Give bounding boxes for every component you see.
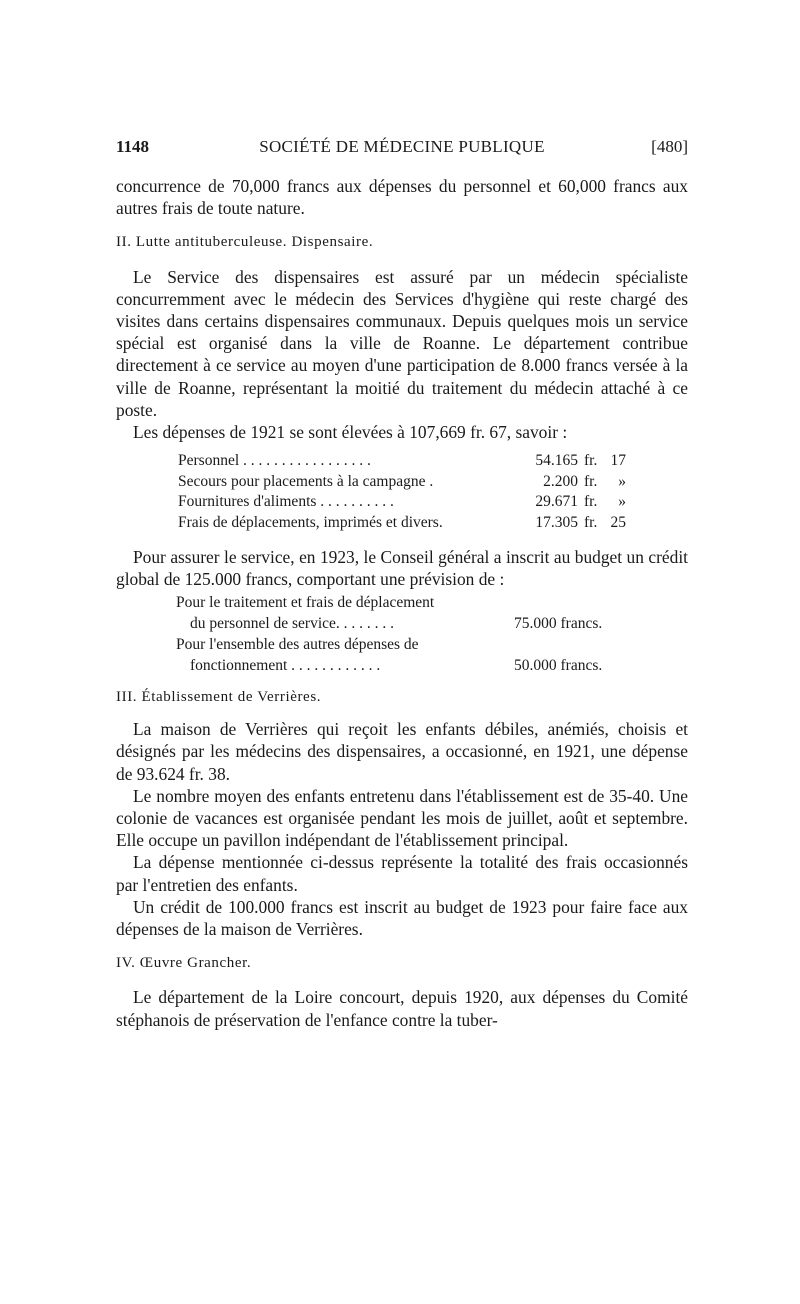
section-heading-oeuvre-grancher: IV. Œuvre Grancher. (116, 955, 252, 972)
grancher-paragraph: Le département de la Loire concourt, depuis 1920, aux dépenses du Comité stéphanois de préservation de l'enfance contre la tuber- (116, 987, 688, 1030)
expense-cents: 17 (610, 452, 626, 470)
expense-row (178, 513, 626, 534)
provision-row (176, 613, 688, 634)
expense-currency: fr. (584, 472, 598, 490)
provision-value: 75.000 francs. (514, 615, 603, 633)
expense-amount: 54.165 (535, 452, 578, 470)
page-reference: [480] (651, 137, 688, 156)
verrieres-paragraph-3: La dépense mentionnée ci-dessus représente la totalité des frais occasionnés par l'entretien des enfants. (116, 852, 688, 895)
verrieres-paragraph-1: La maison de Verrières qui reçoit les enfants débiles, anémiés, choisis et désignés par les médecins des dispensaires, a occasionné, en 1921, une dépense de 93.624 fr. 38. (116, 719, 688, 784)
expense-currency: fr. (584, 493, 598, 511)
page-header (116, 137, 688, 161)
page-number: 1148 (116, 137, 150, 156)
page-body (116, 175, 688, 1031)
expenses-table (178, 451, 626, 533)
provision-label: du personnel de service. . . . . . . . (190, 615, 395, 633)
provision-row (176, 655, 688, 676)
expense-row (178, 492, 626, 513)
expense-cents: » (618, 472, 626, 490)
expense-label: Personnel . . . . . . . . . . . . . . . . . (178, 452, 371, 470)
expense-amount: 2.200 (543, 472, 578, 490)
expense-currency: fr. (584, 514, 598, 532)
depenses-1921-paragraph: Les dépenses de 1921 se sont élevées à 107,669 fr. 67, savoir : (133, 422, 568, 443)
expense-label: Fournitures d'aliments . . . . . . . . . . (178, 493, 394, 511)
verrieres-paragraph-4: Un crédit de 100.000 francs est inscrit au budget de 1923 pour faire face aux dépenses de la maison de Verrières. (116, 896, 688, 940)
section-heading-verrieres: III. Établissement de Verrières. (116, 689, 322, 706)
expense-cents: 25 (610, 514, 626, 532)
expense-label: Secours pour placements à la campagne . (178, 472, 434, 490)
expense-row (178, 472, 626, 493)
section-heading-lutte-antituberculeuse: II. Lutte antituberculeuse. Dispensaire. (116, 234, 374, 251)
provision-label: Pour l'ensemble des autres dépenses de (176, 636, 419, 654)
expense-amount: 29.671 (535, 493, 578, 511)
expense-currency: fr. (584, 452, 598, 470)
provision-label: fonctionnement . . . . . . . . . . . . (190, 657, 381, 675)
expense-row (178, 451, 626, 472)
provisions-list (176, 592, 688, 676)
expense-amount: 17.305 (535, 514, 578, 532)
running-title: SOCIÉTÉ DE MÉDECINE PUBLIQUE (259, 137, 545, 156)
expense-cents: » (618, 493, 626, 511)
intro-paragraph: concurrence de 70,000 francs aux dépenses du personnel et 60,000 francs aux autres frais de toute nature. (116, 176, 688, 219)
dispensaires-paragraph: Le Service des dispensaires est assuré par un médecin spécialiste concurremment avec le médecin des Services d'hygiène qui reste chargé des visites dans certains dispensaires communaux. Depuis quelques mois un service spécial est organisé dans la ville de Roanne. Le département contribue directement à ce service au moyen d'une participation de 8.000 francs versée à la ville de Roanne, représentant la moitié du traitement du médecin attaché à ce poste. (116, 266, 688, 420)
expense-label: Frais de déplacements, imprimés et divers. (178, 514, 443, 532)
provision-value: 50.000 francs. (514, 657, 603, 675)
verrieres-paragraph-2: Le nombre moyen des enfants entretenu dans l'établissement est de 35-40. Une colonie de vacances est organisée pendant les mois de juillet, août et septembre. Elle occupe un pavillon indépendant de l'établissement principal. (116, 785, 688, 851)
provision-label: Pour le traitement et frais de déplacement (176, 594, 435, 612)
budget-1923-paragraph: Pour assurer le service, en 1923, le Conseil général a inscrit au budget un crédit global de 125.000 francs, comportant une prévision de : (116, 546, 688, 589)
